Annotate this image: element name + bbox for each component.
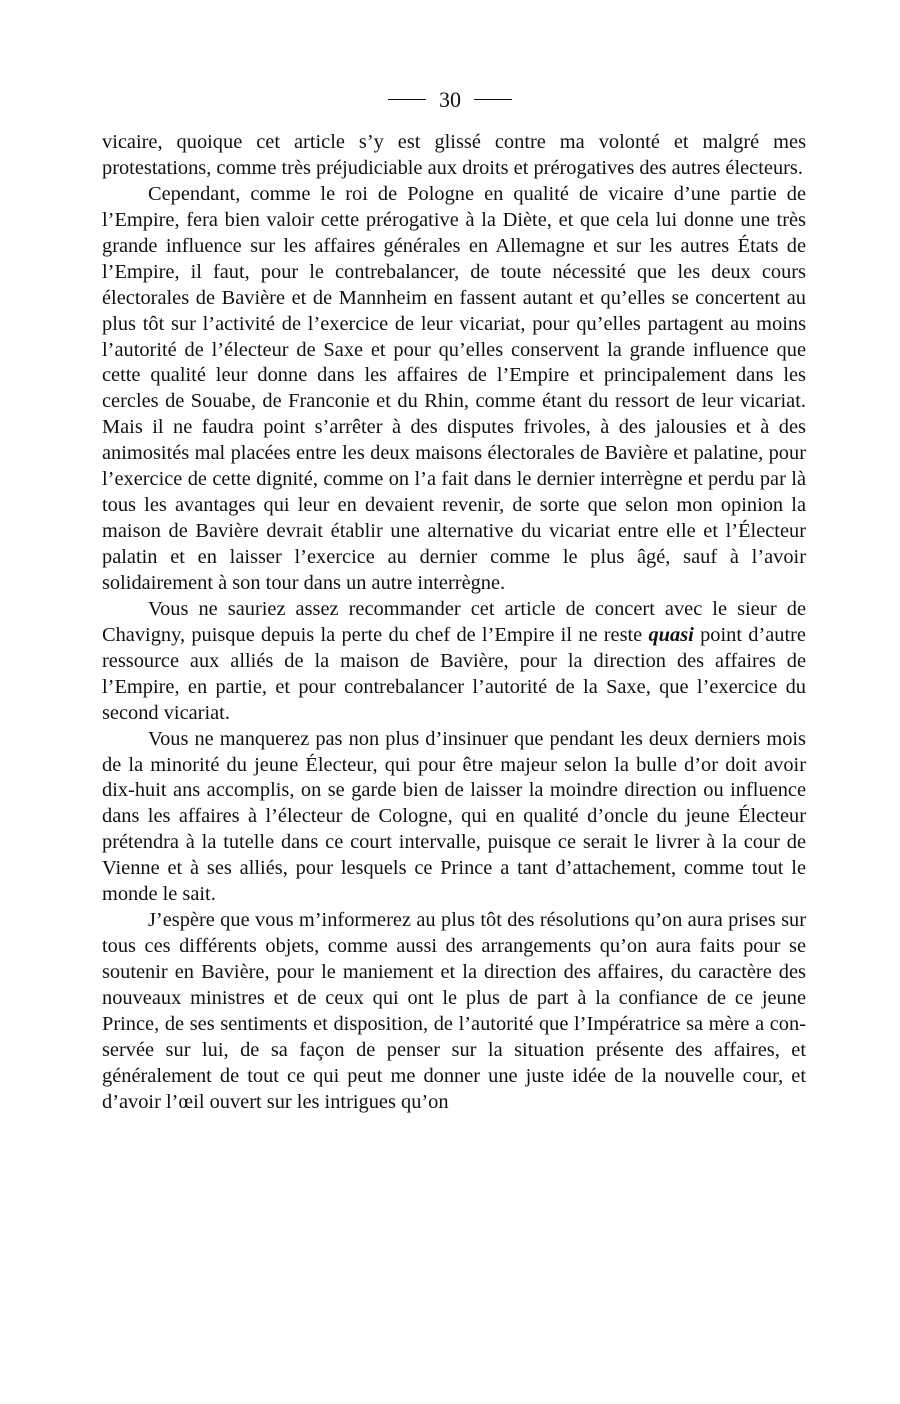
body-text xyxy=(102,130,806,1116)
paragraph-continuation: vicaire, quoique cet article s’y est glissé contre ma volonté et malgré mes protestations, comme très préjudiciable aux droits et prérogatives des autres électeurs. xyxy=(102,131,806,179)
paragraph-text-part: point d’autre ressource aux alliés de la maison de Bavière, pour la direction des affaires de l’Empire, en partie, et pour contrebalancer l’autorité de la Saxe, que l’exercice du second vicariat. xyxy=(102,623,806,724)
paragraph-vous-ne-manquerez: Vous ne manquerez pas non plus d’insinuer que pendant les deux derniers mois de la minorité du jeune Électeur, qui pour être majeur selon la bulle d’or doit avoir dix-huit ans accomplis, on se garde bien de laisser la moindre direction ou influence dans les affaires à l’électeur de Cologne, qui en qualité d’oncle du jeune Électeur prétendra à la tutelle dans ce court intervalle, puisque ce serait le livrer à la cour de Vienne et à ses alliés, pour lesquels ce Prince a tant d’attachement, comme tout le monde le sait. xyxy=(102,727,806,906)
header-rule-left xyxy=(388,99,426,100)
paragraph-vous-ne-sauriez xyxy=(102,597,806,727)
page-header xyxy=(0,84,900,114)
italic-word: quasi xyxy=(648,623,694,646)
header-rule-right xyxy=(474,99,512,100)
paragraph-cependant: Cependant, comme le roi de Pologne en qualité de vicaire d’une partie de l’Empire, fera bien valoir cette prérogative à la Diète, et que cela lui donne une très grande influence sur les affaires générales en Allemagne et sur les autres États de l’Empire, il faut, pour le contrebalancer, de toute nécessité que les deux cours électorales de Bavière et de Mannheim en fassent autant et qu’elles se concertent au plus tôt sur l’activité de l’exercice de leur vicariat, pour qu’elles partagent au moins l’autorité de l’électeur de Saxe et pour qu’elles conservent la grande influence que cette qualité leur donne dans les affaires de l’Empire et principalement dans les cercles de Souabe, de Franconie et du Rhin, comme étant du ressort de leur vicariat. Mais il ne faudra point s’arrêter à des disputes frivoles, à des jalousies et à des animosités mal placées entre les deux maisons électorales de Bavière et palatine, pour l’exercice de cette dignité, comme on l’a fait dans le dernier interrègne et perdu par là tous les avantages qui leur en devaient revenir, de sorte que selon mon opinion la maison de Bavière devrait établir une alternative du vicariat entre elle et l’Électeur palatin et en laisser l’exercice au dernier comme le plus âgé, sauf à l’avoir solidairement à son tour dans un autre interrègne. xyxy=(102,182,806,594)
paragraph-j-espere: J’espère que vous m’informerez au plus tôt des résolutions qu’on aura prises sur tous ces différents objets, comme aussi des arrangements qu’on aura faits pour se soutenir en Bavière, pour le maniement et la direction des affaires, du caractère des nouveaux ministres et de ceux qui ont le plus de part à la confiance de ce jeune Prince, de ses sentiments et disposition, de l’autorité que l’Impératrice sa mère a conservée sur lui, de sa façon de penser sur la situation présente des affaires, et généralement de tout ce qui peut me donner une juste idée de la nouvelle cour, et d’avoir l’œil ouvert sur les intrigues qu’on xyxy=(102,909,806,1113)
page-number: 30 xyxy=(439,86,461,112)
paragraph-text-part: Vous ne sauriez assez recommander cet article de concert avec le sieur de Chavigny, puisque depuis la perte du chef de l’Empire il ne reste xyxy=(102,597,806,646)
